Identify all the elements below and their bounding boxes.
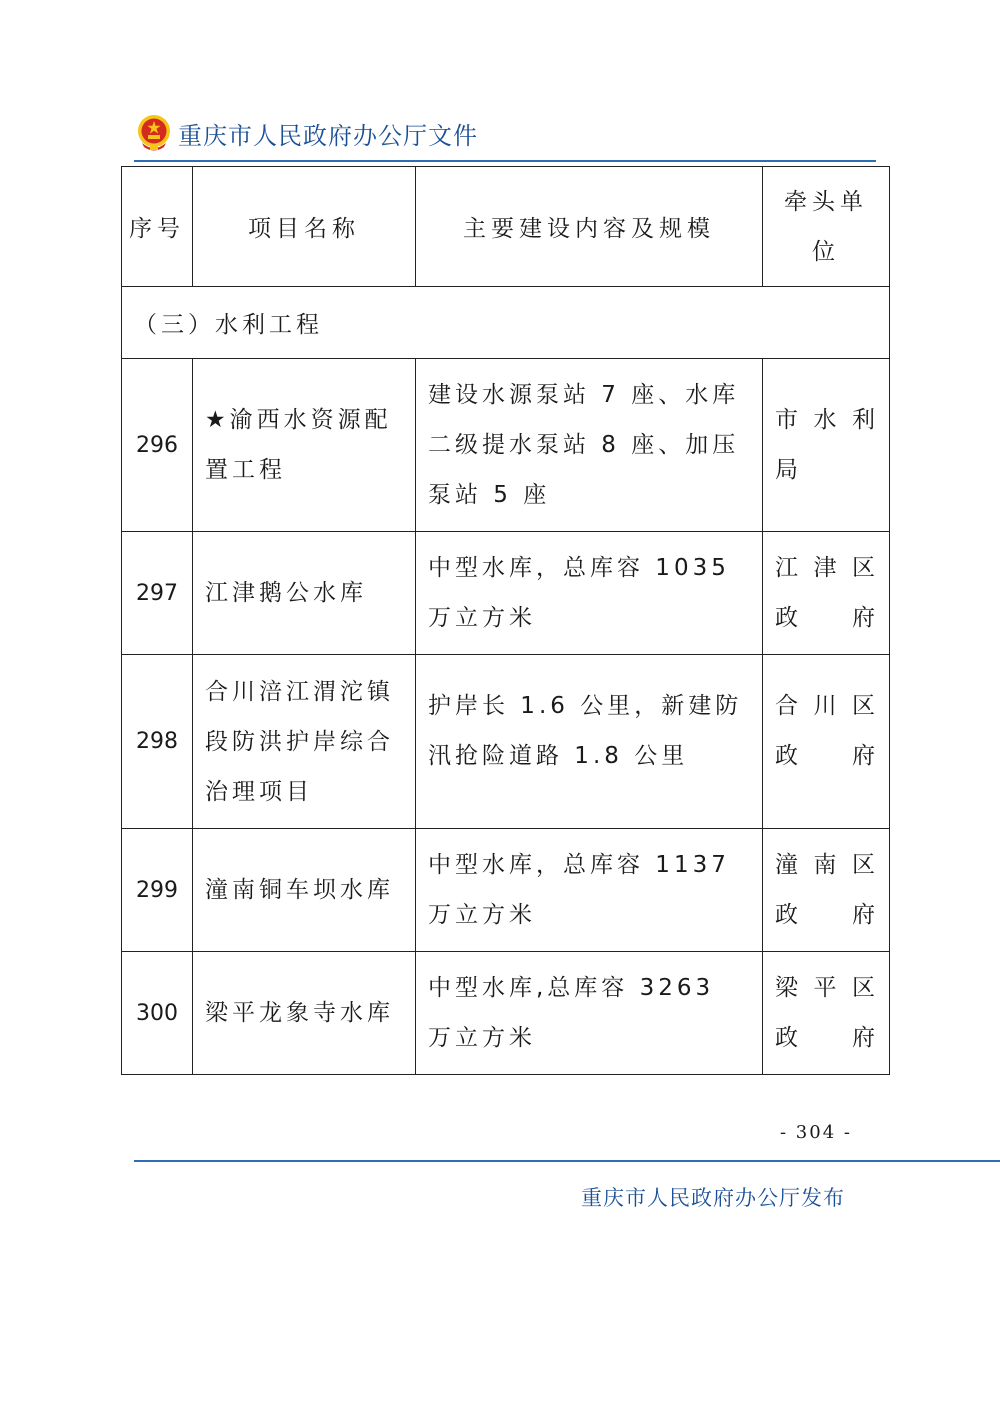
header-lead-line2: 位	[812, 238, 840, 265]
section-row	[122, 287, 890, 359]
table-header-row	[122, 167, 890, 287]
row-no: 300	[122, 952, 193, 1075]
page-number: - 304 -	[780, 1122, 852, 1143]
row-name: 合川涪江渭沱镇段防洪护岸综合治理项目	[193, 655, 416, 829]
header-content: 主要建设内容及规模	[416, 167, 763, 287]
row-name: 江津鹅公水库	[193, 532, 416, 655]
footer-divider	[134, 1160, 1000, 1162]
row-lead: 梁平区政府	[763, 952, 890, 1075]
row-lead: 市水利局	[763, 359, 890, 532]
row-name: 潼南铜车坝水库	[193, 829, 416, 952]
row-content: 护岸长 1.6 公里，新建防汛抢险道路 1.8 公里	[416, 655, 763, 829]
row-content: 中型水库,总库容 3263 万立方米	[416, 952, 763, 1075]
row-name: 梁平龙象寺水库	[193, 952, 416, 1075]
national-emblem-icon	[136, 113, 172, 153]
table-row	[122, 359, 890, 532]
row-no: 296	[122, 359, 193, 532]
header-divider	[134, 160, 876, 162]
header-lead	[763, 167, 890, 287]
row-no: 298	[122, 655, 193, 829]
table-row	[122, 655, 890, 829]
footer-publisher: 重庆市人民政府办公厅发布	[581, 1186, 845, 1210]
row-content: 中型水库，总库容 1137 万立方米	[416, 829, 763, 952]
row-content: 中型水库，总库容 1035 万立方米	[416, 532, 763, 655]
row-lead: 潼南区政府	[763, 829, 890, 952]
row-no: 299	[122, 829, 193, 952]
header-lead-line1: 牵头单	[784, 188, 868, 215]
header-no: 序号	[122, 167, 193, 287]
table-row	[122, 952, 890, 1075]
row-content: 建设水源泵站 7 座、水库二级提水泵站 8 座、加压泵站 5 座	[416, 359, 763, 532]
header-title: 重庆市人民政府办公厅文件	[178, 121, 478, 150]
row-lead: 江津区政府	[763, 532, 890, 655]
document-header	[136, 110, 478, 156]
row-no: 297	[122, 532, 193, 655]
header-name: 项目名称	[193, 167, 416, 287]
row-name: ★渝西水资源配置工程	[193, 359, 416, 532]
table-row	[122, 532, 890, 655]
section-title: （三）水利工程	[122, 287, 890, 359]
row-lead: 合川区政府	[763, 655, 890, 829]
project-table	[121, 166, 890, 1075]
table-row	[122, 829, 890, 952]
